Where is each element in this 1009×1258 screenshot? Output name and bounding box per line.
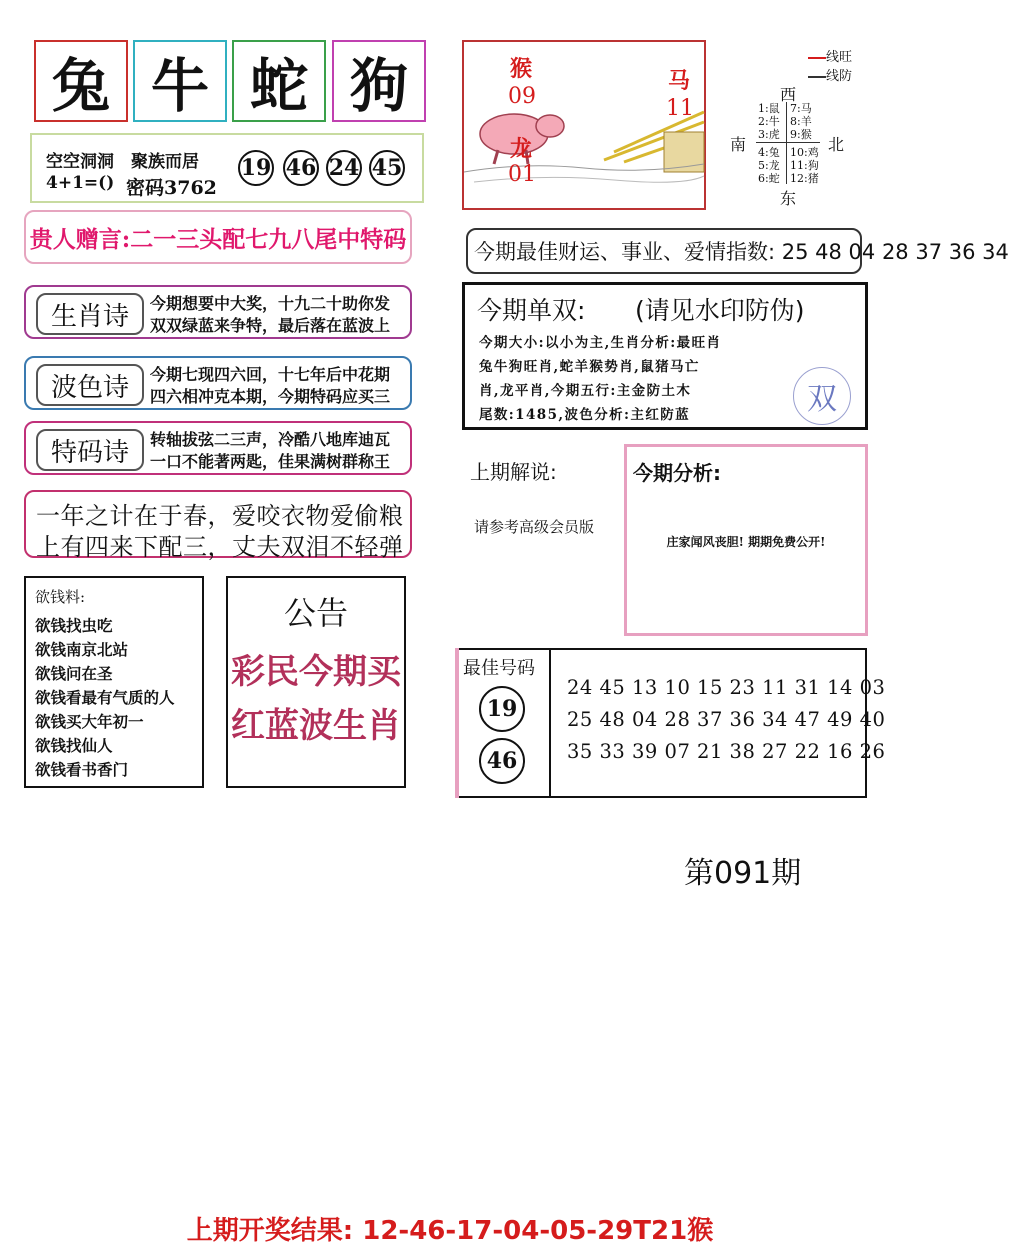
compass-south: 南	[730, 135, 747, 154]
riddle-poem	[24, 490, 412, 561]
compass-east: 东	[780, 189, 797, 208]
zodiac-number: 01	[508, 162, 536, 187]
best-numbers-title: 最佳号码	[463, 658, 535, 679]
riddle-poem-line: 上有四来下配三，丈夫双泪不轻弹	[36, 533, 404, 561]
notice-line: 彩民今期买	[231, 652, 401, 692]
watermark-stamp: 双	[793, 367, 851, 425]
best-numbers-accent	[455, 648, 459, 798]
zodiac-label: 龙	[510, 136, 533, 162]
odd-even-title: 今期单双:	[477, 296, 586, 325]
compass-col	[758, 146, 780, 185]
compass-cell: 10:鸡	[790, 146, 819, 159]
zodiac-label: 马	[668, 68, 691, 94]
zodiac-number: 09	[508, 84, 536, 109]
compass-col	[790, 102, 812, 141]
poem-line: 一口不能著两匙，佳果满树群称王	[150, 452, 391, 471]
poem-line: 今期七现四六回，十七年后中花期	[150, 365, 391, 384]
number-circle: 46	[283, 150, 319, 186]
compass-cell: 12:猪	[790, 172, 819, 185]
zodiac-box-4	[332, 40, 426, 122]
poem-line: 四六相冲克本期，今期特码应买三	[150, 387, 391, 406]
poem-line: 双双绿蓝来争特，最后落在蓝波上	[150, 316, 391, 335]
zodiac-poem	[24, 285, 412, 339]
money-item: 欲钱看最有气质的人	[35, 688, 175, 707]
compass-cell: 7:马	[790, 102, 812, 115]
compass-west: 西	[780, 85, 797, 104]
money-title: 欲钱料:	[35, 588, 86, 606]
riddle-line: 空空洞洞 聚族而居	[46, 152, 199, 172]
zodiac-box-1	[34, 40, 128, 122]
money-item: 欲钱找虫吃	[35, 616, 113, 635]
number-circle: 45	[369, 150, 405, 186]
compass-cell: 11:狗	[790, 159, 819, 172]
zodiac-char: 狗	[349, 52, 408, 120]
zodiac-label: 猴	[510, 56, 533, 82]
zodiac-number: 11	[666, 96, 694, 121]
gift-words-banner	[24, 210, 412, 264]
last-issue-title: 上期解说:	[470, 460, 557, 484]
compass-cell: 2:牛	[758, 115, 780, 128]
password: 密码3762	[126, 177, 217, 199]
poem-title: 生肖诗	[36, 293, 144, 335]
special-poem	[24, 421, 412, 475]
riddle-poem-line: 一年之计在于春，爱咬衣物爱偷粮	[36, 502, 404, 530]
compass-col	[758, 102, 780, 141]
money-item: 欲钱南京北站	[35, 640, 129, 659]
money-item: 欲钱问在圣	[35, 664, 113, 683]
zodiac-box-2	[133, 40, 227, 122]
analysis-title: 今期分析:	[633, 461, 721, 485]
notice-title: 公告	[283, 594, 348, 632]
zodiac-picture	[462, 40, 706, 210]
compass-cell: 9:猴	[790, 128, 812, 141]
money-riddles	[24, 576, 204, 788]
best-number-circle: 46	[479, 738, 525, 784]
compass-north: 北	[828, 135, 845, 154]
compass-axis	[756, 142, 820, 143]
compass-cell: 5:龙	[758, 159, 780, 172]
zodiac-char: 牛	[150, 52, 209, 120]
last-result: 上期开奖结果: 12-46-17-04-05-29T21猴	[186, 1216, 714, 1246]
number-circle: 24	[326, 150, 362, 186]
zodiac-char: 蛇	[249, 52, 308, 120]
legend-label: 线旺	[826, 50, 853, 65]
best-numbers-row: 25 48 04 28 37 36 34 47 49 40	[567, 708, 886, 731]
fortune-index-text: 今期最佳财运、事业、爱情指数: 25 48 04 28 37 36 34	[474, 240, 1009, 264]
compass-legend	[808, 46, 868, 84]
compass-cell: 6:蛇	[758, 172, 780, 185]
best-numbers-box	[455, 648, 886, 798]
best-number-circle: 19	[479, 686, 525, 732]
compass-cell: 1:鼠	[758, 102, 780, 115]
issue-number: 第091期	[684, 856, 802, 891]
poem-title: 特码诗	[36, 429, 144, 471]
money-item: 欲钱看书香门	[35, 760, 129, 779]
number-circle: 19	[238, 150, 274, 186]
compass-axis	[786, 102, 787, 184]
fortune-index	[466, 228, 1009, 274]
odd-even-line: 兔牛狗旺肖,蛇羊猴势肖,鼠猪马亡	[479, 359, 700, 375]
best-numbers-row: 24 45 13 10 15 23 11 31 14 03	[567, 676, 886, 699]
riddle-equation: 4+1=()	[46, 173, 115, 193]
color-poem	[24, 356, 412, 410]
gift-words-text: 贵人赠言:二一三头配七九八尾中特码	[29, 225, 407, 253]
notice-line: 红蓝波生肖	[231, 706, 401, 746]
odd-even-line: 肖,龙平肖,今期五行:主金防土木	[479, 383, 692, 399]
last-issue-text: 请参考高级会员版	[474, 518, 595, 536]
odd-even-box	[462, 282, 868, 430]
money-item: 欲钱买大年初一	[35, 712, 144, 731]
odd-even-line: 今期大小:以小为主,生肖分析:最旺肖	[479, 335, 722, 351]
zodiac-char: 兔	[51, 52, 110, 120]
analysis-box	[624, 444, 868, 636]
compass-cell: 3:虎	[758, 128, 780, 141]
compass-cell: 8:羊	[790, 115, 812, 128]
compass-cell: 4:兔	[758, 146, 780, 159]
poem-title: 波色诗	[36, 364, 144, 406]
money-item: 欲钱找仙人	[35, 736, 113, 755]
zodiac-box-3	[232, 40, 326, 122]
poem-line: 转轴拔弦二三声，冷酷八地库迪瓦	[150, 430, 391, 449]
legend-label: 线防	[826, 69, 853, 84]
odd-even-subtitle: (请见水印防伪)	[635, 296, 805, 325]
notice-box	[226, 576, 406, 788]
analysis-text: 庄家闻风丧胆! 期期免费公开!	[666, 535, 826, 549]
poem-line: 今期想要中大奖，十九二十助你发	[150, 294, 391, 313]
riddle-box	[30, 133, 424, 203]
best-numbers-row: 35 33 39 07 21 38 27 22 16 26	[567, 740, 886, 763]
compass-col	[790, 146, 819, 185]
odd-even-line: 尾数:1485,波色分析:主红防蓝	[479, 407, 691, 423]
